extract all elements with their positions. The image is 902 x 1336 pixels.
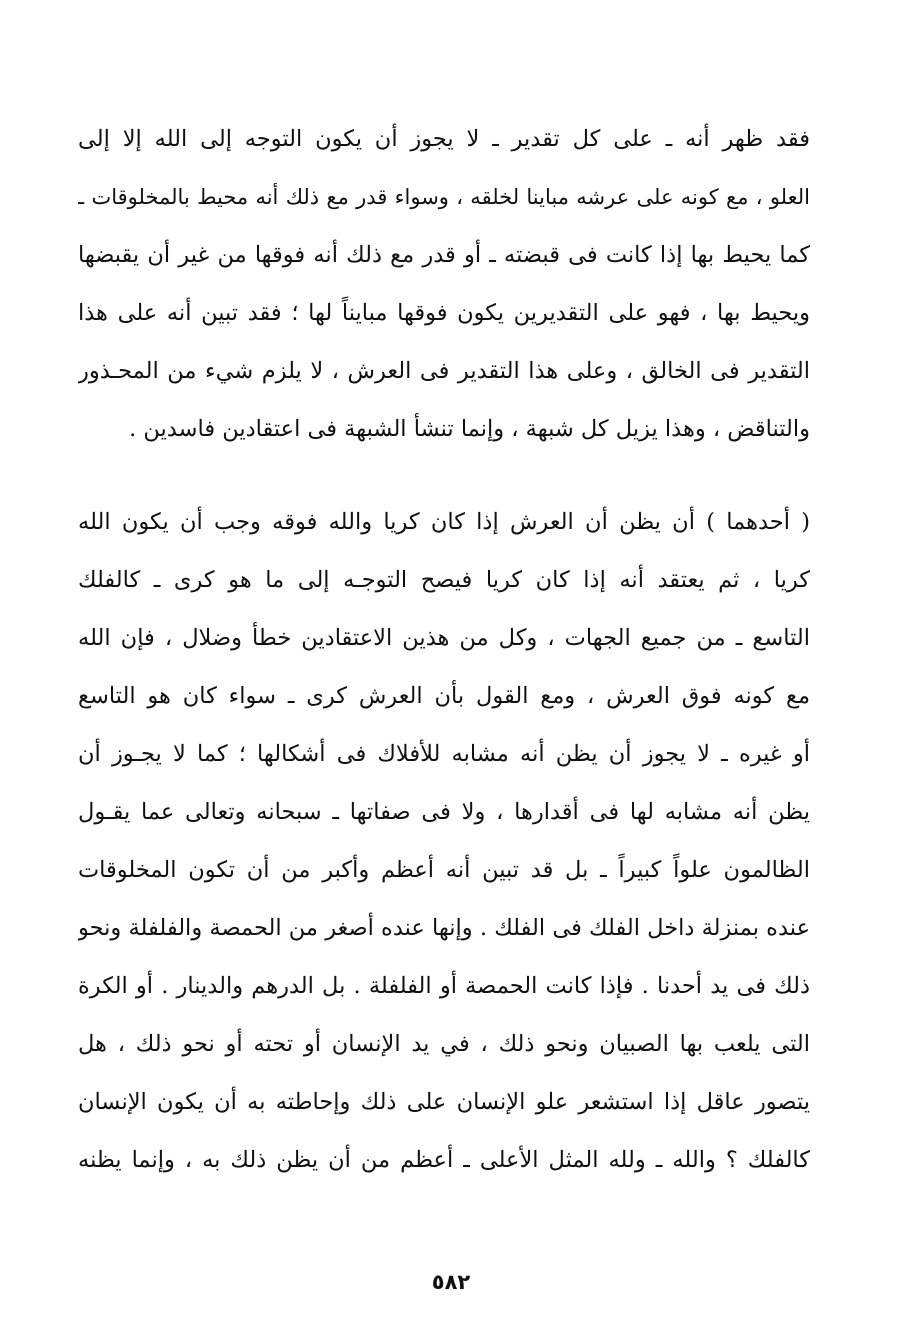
text-line: الظالمون علواً كبيراً ـ بل قد تبين أنه أعظم وأكبر من أن تكون المخلوقات [78,857,810,883]
text-line: يظن أنه مشابه لها فى أقدارها ، ولا فى صفاتها ـ سبحانه وتعالى عما يقـول [78,799,810,825]
text-line: العلو ، مع كونه على عرشه مباينا لخلقه ، وسواء قدر مع ذلك أنه محيط بالمخلوقات ـ [78,185,810,209]
text-line: كما يحيط بها إذا كانت فى قبضته ـ أو قدر مع ذلك أنه فوقها من غير أن يقبضها [78,242,810,268]
text-line: ( أحدهما ) أن يظن أن العرش إذا كان كريا والله فوقه وجب أن يكون الله [78,509,810,535]
text-line: ويحيط بها ، فهو على التقديرين يكون فوقها مبايناً لها ؛ فقد تبين أنه على هذا [78,300,810,326]
text-line: عنده بمنزلة داخل الفلك فى الفلك . وإنها عنده أصغر من الحمصة والفلفلة ونحو [78,915,810,941]
text-line: التى يلعب بها الصبيان ونحو ذلك ، في يد الإنسان أو تحته أو نحو ذلك ، هل [78,1031,810,1057]
text-line: كريا ، ثم يعتقد أنه إذا كان كريا فيصح التوجـه إلى ما هو كرى ـ كالفلك [78,567,810,593]
text-line: ذلك فى يد أحدنا . فإذا كانت الحمصة أو الفلفلة . بل الدرهم والدينار . أو الكرة [78,973,810,999]
text-line: أو غيره ـ لا يجوز أن يظن أنه مشابه للأفلاك فى أشكالها ؛ كما لا يجـوز أن [78,741,810,767]
text-line: فقد ظهر أنه ـ على كل تقدير ـ لا يجوز أن يكون التوجه إلى الله إلا إلى [78,126,810,152]
text-line: كالفلك ؟ والله ـ ولله المثل الأعلى ـ أعظم من أن يظن ذلك به ، وإنما يظنه [78,1147,810,1173]
paragraph-2 [78,493,810,1189]
text-line: والتناقض ، وهذا يزيل كل شبهة ، وإنما تنشأ الشبهة فى اعتقادين فاسدين . [129,416,810,442]
text-line: مع كونه فوق العرش ، ومع القول بأن العرش كرى ـ سواء كان هو التاسع [78,683,810,709]
text-line: يتصور عاقل إذا استشعر علو الإنسان على ذلك وإحاطته به أن يكون الإنسان [78,1089,810,1115]
text-line: التقدير فى الخالق ، وعلى هذا التقدير فى العرش ، لا يلزم شيء من المحـذور [78,358,810,384]
page-number: ٥٨٢ [431,1270,471,1294]
text-line: التاسع ـ من جميع الجهات ، وكل من هذين الاعتقادين خطأ وضلال ، فإن الله [78,625,810,651]
paragraph-1 [78,110,810,458]
